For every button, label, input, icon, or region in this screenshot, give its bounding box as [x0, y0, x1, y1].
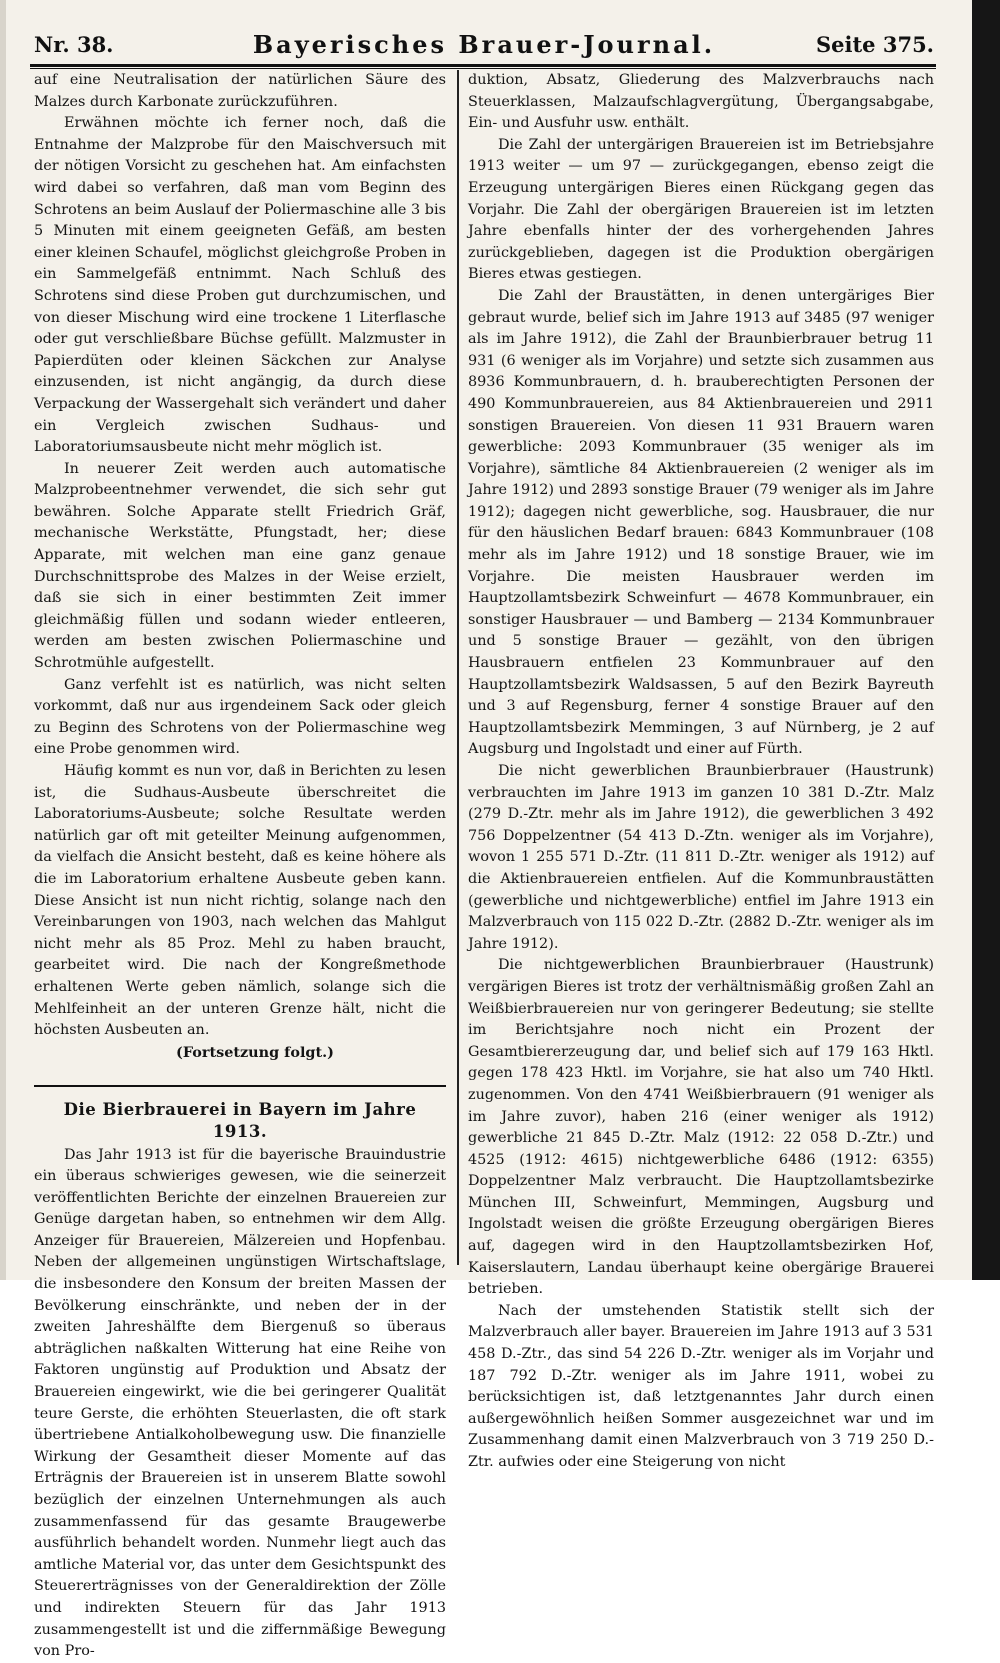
article-title: Die Bierbrauerei in Bayern im Jahre 1913.	[63, 1100, 417, 1141]
paragraph: duktion, Absatz, Gliederung des Malzverbrauchs nach Steuerklassen, Malzaufschlagvergütung, Übergangsabgabe, Ein- und Ausfuhr usw. enthält.	[468, 72, 934, 132]
paragraph: Die Zahl der Braustätten, in denen untergäriges Bier gebraut wurde, belief sich im Jahre 1913 auf 3485 (97 weniger als im Jahre 1912), die Zahl der Braunbierbrauer betrug 11 931 (6 weniger als im Vorjahre) und setzte sich zusammen aus 8936 Kommunbrauern, d. h. brauberechtigten Personen der 490 Kommunbrauereien, aus 84 Aktienbrauereien und 2911 sonstigen Brauereien. Von diesen 11 931 Brauern waren gewerbliche: 2093 Kommunbrauer (35 weniger als im Vorjahre), sämtliche 84 Aktienbrauereien (2 weniger als im Jahre 1912) und 2893 sonstige Brauer (79 weniger als im Jahre 1912); dagegen nicht gewerbliche, sog. Hausbrauer, die nur für den häuslichen Bedarf brauen: 6843 Kommunbrauer (108 mehr als im Jahre 1912) und 18 sonstige Brauer, wie im Vorjahre. Die meisten Hausbrauer werden im Hauptzollamtsbezirk Schweinfurt — 4678 Kommunbrauer, ein sonstiger Hausbrauer — und Bamberg — 2134 Kommunbrauer und 5 sonstige Brauer — gezählt, von den übrigen Hausbrauern entfielen 23 Kommunbrauer auf den Hauptzollamtsbezirk Waldsassen, 5 auf den Bezirk Bayreuth und 3 auf Regensburg, ferner 4 sonstige Brauer auf den Hauptzollamtsbezirk Memmingen, 3 auf Nürnberg, je 2 auf Augsburg und Ingolstadt und einer auf Fürth.	[468, 287, 934, 758]
paragraph: In neuerer Zeit werden auch automatische Malzprobeentnehmer verwendet, die sich sehr gut bewähren. Solche Apparate stellt Friedrich Gräf, mechanische Werkstätte, Pfungstadt, her; diese Apparate, mit welchen man eine ganz genaue Durchschnittsprobe des Malzes in der Weise erzielt, daß sie sich in einer bestimmten Zeit immer gleichmäßig füllen und sodann wieder entleeren, werden am besten zwischen Poliermaschine und Schrotmühle aufgestellt.	[34, 460, 446, 672]
paragraph: Nach der umstehenden Statistik stellt sich der Malzverbrauch aller bayer. Brauereien im Jahre 1913 auf 3 531 458 D.-Ztr., das sind 54 226 D.-Ztr. weniger als im Vorjahr und 187 792 D.-Ztr. weniger als im Jahre 1911, wobei zu berücksichtigen ist, daß letztgenanntes Jahr durch einen außergewöhnlich heißen Sommer ausgezeichnet war und im Zusammenhang damit einen Malzverbrauch von 3 719 250 D.-Ztr. aufwies oder eine Steigerung von nicht	[468, 1302, 934, 1470]
page-right-edge	[972, 0, 1000, 1280]
column-divider	[457, 70, 459, 1265]
left-column	[34, 70, 446, 1660]
paragraph: Die nichtgewerblichen Braunbierbrauer (Haustrunk) vergärigen Bieres ist trotz der verhältnismäßig großen Zahl an Weißbierbrauereien nur von geringerer Bedeutung; sie stellte im Berichtsjahre noch nicht ein Prozent der Gesamtbiererzeugung dar, und belief sich auf 179 163 Hktl. gegen 178 423 Hktl. im Vorjahre, sie hat also um 740 Hktl. zugenommen. Von den 4741 Weißbierbrauern (91 weniger als im Jahre zuvor), haben 216 (einer weniger als 1912) gewerbliche 21 845 D.-Ztr. Malz (1912: 22 058 D.-Ztr.) und 4525 (1912: 4615) nichtgewerbliche 6486 (1912: 6355) Doppelzentner Malz verbraucht. Die Hauptzollamtsbezirke München III, Schweinfurt, Memmingen, Augsburg und Ingolstadt weisen die größte Erzeugung obergärigen Bieres auf, dagegen wird in den Hauptzollamtsbezirken Hof, Kaiserslautern, Landau überhaupt keine obergärige Brauerei betrieben.	[468, 957, 934, 1298]
paragraph: Die Zahl der untergärigen Brauereien ist im Betriebsjahre 1913 weiter — um 97 — zurückgegangen, ebenso zeigt die Erzeugung untergärigen Bieres einen Rückgang gegen das Vorjahr. Die Zahl der obergärigen Brauereien ist im letzten Jahre ebenfalls hinter der des vorhergehenden Jahres zurückgeblieben, dagegen ist die Produktion obergärigen Bieres etwas gestiegen.	[468, 136, 934, 283]
header-rule-thin	[30, 68, 936, 69]
continuation-note: (Fortsetzung folgt.)	[176, 1043, 334, 1061]
journal-title: Bayerisches Brauer-Journal.	[252, 30, 716, 59]
issue-number: Nr. 38.	[34, 32, 114, 57]
header-rule	[30, 64, 936, 67]
page-number: Seite 375.	[815, 32, 934, 57]
page-header	[34, 28, 934, 60]
paragraph: Die nicht gewerblichen Braunbierbrauer (Haustrunk) verbrauchten im Jahre 1913 im ganzen 10 381 D.-Ztr. Malz (279 D.-Ztr. mehr als im Jahre 1912), die gewerblichen 3 492 756 Doppelzentner (54 413 D.-Ztn. weniger als im Vorjahre), wovon 1 255 571 D.-Ztr. (11 811 D.-Ztr. weniger als 1912) auf die Aktienbrauereien entfielen. Auf die Kommunbraustätten (gewerbliche und nichtgewerbliche) entfiel im Jahre 1913 ein Malzverbrauch von 115 022 D.-Ztr. (2882 D.-Ztr. weniger als im Jahre 1912).	[468, 763, 934, 952]
paragraph: auf eine Neutralisation der natürlichen Säure des Malzes durch Karbonate zurückzuführen.	[34, 72, 446, 110]
right-column	[468, 70, 934, 1470]
paragraph: Ganz verfehlt ist es natürlich, was nicht selten vorkommt, daß nur aus irgendeinem Sack oder gleich zu Beginn des Schrotens von der Poliermaschine weg eine Probe genommen wird.	[34, 676, 446, 758]
page-left-shadow	[0, 0, 6, 1280]
paragraph: Das Jahr 1913 ist für die bayerische Brauindustrie ein überaus schwieriges gewesen, wie die seinerzeit veröffentlichten Berichte der einzelnen Brauereien zur Genüge dargetan haben, so entnehmen wir dem Allg. Anzeiger für Brauereien, Mälzereien und Hopfenbau. Neben der allgemeinen ungünstigen Wirtschaftslage, die insbesondere den Konsum der breiten Massen der Bevölkerung einschränkte, und neben der in der zweiten Jahreshälfte dem Biergenuß so überaus abträglichen naßkalten Witterung hat eine Reihe von Faktoren ungünstig auf Produktion und Absatz der Brauereien eingewirkt, wie die bei geringerer Qualität teure Gerste, die erhöhten Steuerlasten, die oft stark übertriebene Antialkoholbewegung usw. Die finanzielle Wirkung der Gesamtheit dieser Momente auf das Erträgnis der Brauereien ist in unserem Blatte sowohl bezüglich der einzelnen Unternehmungen als auch zusammenfassend für das gesamte Braugewerbe ausführlich behandelt worden. Nunmehr liegt auch das amtliche Material vor, das unter dem Gesichtspunkt des Steuererträgnisses von der Generaldirektion der Zölle und indirekten Steuern für das Jahr 1913 zusammengestellt ist und die ziffernmäßige Bewegung von Pro-	[34, 1146, 446, 1660]
article-separator	[34, 1085, 446, 1087]
paragraph: Häufig kommt es nun vor, daß in Berichten zu lesen ist, die Sudhaus-Ausbeute überschreitet die Laboratoriums-Ausbeute; solche Resultate werden natürlich gar oft mit geteilter Meinung aufgenommen, da vielfach die Ansicht besteht, daß es keine höhere als die im Laboratorium erhaltene Ausbeute geben kann. Diese Ansicht ist nun nicht richtig, solange nach den Vereinbarungen von 1903, nach welchen das Mahlgut nicht mehr als 85 Proz. Mehl zu haben braucht, gearbeitet wird. Die nach der Kongreßmethode erhaltenen Werte geben nämlich, solange sich die Mehlfeinheit an der unteren Grenze hält, nicht die höchsten Ausbeuten an.	[34, 763, 446, 1039]
paragraph: Erwähnen möchte ich ferner noch, daß die Entnahme der Malzprobe für den Maischversuch mit der nötigen Vorsicht zu geschehen hat. Am einfachsten wird dabei so verfahren, daß man vom Beginn des Schrotens an beim Auslauf der Poliermaschine alle 3 bis 5 Minuten mit einem geeigneten Gefäß, am besten einer kleinen Schaufel, möglichst gleichgroße Proben in ein Sammelgefäß entnimmt. Nach Schluß des Schrotens sind diese Proben gut durchzumischen, und von dieser Mischung wird eine trockene 1 Literflasche oder gut verschließbare Büchse gefüllt. Malzmuster in Papierdüten oder kleinen Säckchen zur Analyse einzusenden, ist nicht angängig, da durch diese Verpackung der Wassergehalt sich verändert und daher ein Vergleich zwischen Sudhaus- und Laboratoriumsausbeute nicht mehr möglich ist.	[34, 115, 446, 456]
